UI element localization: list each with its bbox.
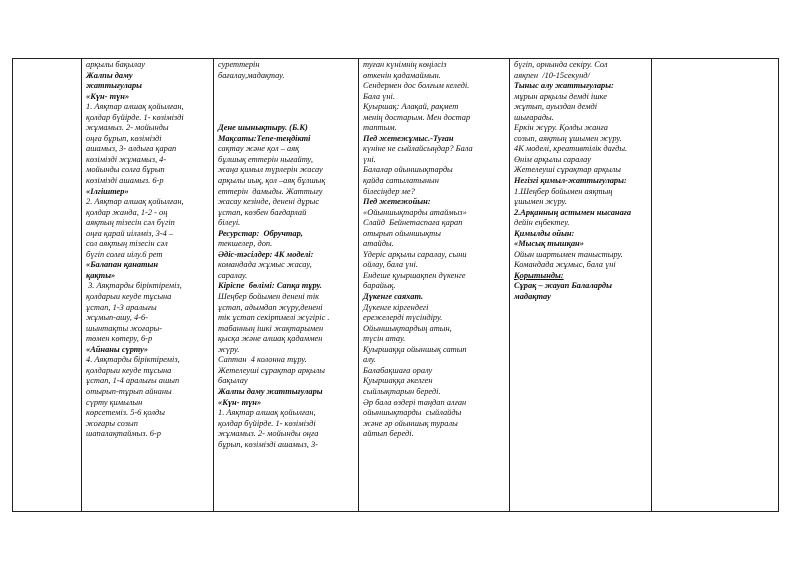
text-line: қысқа және алшақ қадаммен — [218, 334, 323, 344]
text-line: жоғары созып — [86, 418, 138, 428]
text-line: қақты» — [86, 270, 116, 280]
text-line: отырып-тұрып айнаны — [86, 386, 172, 396]
text-line: ойлау, бала үні. — [363, 260, 418, 270]
text-line: Қуыршақ: Алақай, рақмет — [363, 102, 459, 112]
column-0 — [13, 59, 82, 512]
column-4 — [510, 59, 652, 512]
text-line: Ресурстар: Обручтар, — [218, 228, 303, 238]
text-line: Ойын шартымен таныстыру. — [514, 249, 623, 259]
text-line: көрсетеміз. 5-6 қолды — [86, 408, 165, 418]
text-line: Пед жетежойын: — [363, 197, 431, 207]
text-line: Сендермен дос болғым келеді. — [363, 81, 470, 91]
text-line: және әр ойыншық туралы — [363, 418, 458, 428]
text-line: Ендеше қуыршақпен дүкенге — [363, 270, 466, 280]
text-line: Дүкенге кіргендегі — [363, 302, 429, 312]
text-line: Жетелеуші сұрақтар арқылы — [514, 165, 621, 175]
text-line: арқылы бақылау — [86, 60, 145, 69]
text-line: атайды. — [363, 239, 394, 249]
text-line: ойыншықтарды сыйлайды — [363, 408, 462, 418]
text-line: білеуі. — [218, 218, 241, 228]
text-line: бұлшық еттерін нығайту, — [218, 154, 313, 164]
text-line: Пед жетежұмыс.-Туған — [363, 133, 454, 143]
text-line: отырып ойыншықты — [363, 228, 441, 238]
text-line: қолдар бүйірде. 1- көзімізді — [218, 418, 316, 428]
column-1 — [82, 59, 214, 512]
text-line: төмен көтеру, 6-р — [86, 334, 153, 344]
text-line: Қуыршаққа әкелген — [363, 376, 433, 386]
text-line: 2. Аяқтар алшақ қойылған, — [86, 197, 184, 207]
text-line: созып, аяқтың ұшымен жүру. — [514, 133, 622, 143]
text-line: Мақсаты:Тепе-теңдікті — [218, 133, 311, 143]
text-line — [218, 113, 354, 124]
text-line: мойынды солға бұрып — [86, 165, 165, 175]
text-line — [218, 81, 354, 92]
text-line: Қимылды ойын: — [514, 228, 575, 238]
text-line: Негізгі қимыл-жаттығулары: — [514, 176, 627, 186]
text-line: сүрту қимылын — [86, 397, 143, 407]
text-line: бақылау — [218, 376, 248, 386]
lesson-plan-table — [12, 58, 779, 512]
text-line: текшелер, доп. — [218, 239, 273, 249]
text-line: жаңа қимыл түрлерін жасау — [218, 165, 323, 175]
text-line: командада жұмыс жасау, — [218, 260, 312, 270]
text-line: ұстап, адымдап жүру,денені — [218, 302, 323, 312]
text-line: 1.Шеңбер бойымен аяқтың — [514, 186, 613, 196]
text-line: Сұрақ – жауап Балаларды — [514, 281, 612, 291]
text-line: тік ұстап секіртмелі жүгіріс . — [218, 313, 330, 323]
text-line: суреттерін — [218, 60, 260, 69]
text-line: таптым. — [363, 123, 397, 133]
text-line: жұмып-ашу, 4-6- — [86, 313, 148, 323]
text-line: сол аяқтың тізесін сәл — [86, 239, 168, 249]
text-line: Балабақшаға оралу — [363, 365, 433, 375]
text-line: Еркін жүру. Қолды жанға — [514, 123, 608, 133]
text-line: қайда сатылатынын — [363, 176, 439, 186]
text-line: бағалау,мадақтау. — [218, 70, 285, 80]
text-line: оңға қарай иіләміз, 3-4 – — [86, 228, 174, 238]
text-line: сақтау және қол – аяқ — [218, 144, 300, 154]
text-line: Кіріспе бөлімі: Сапқа тұру. — [218, 281, 322, 291]
text-line: Тыныс алу жаттығулары: — [514, 81, 614, 91]
text-line: оңға бұрып, көзімізді — [86, 133, 162, 143]
text-line: 1. Аяқтар алшақ қойылған, — [218, 408, 316, 418]
text-line: Ойыншықтардың атын, — [363, 323, 452, 333]
text-line: дейін еңбектеу. — [514, 218, 570, 228]
text-line: ережелерді түсіндіру. — [363, 313, 443, 323]
text-line: Үдеріс арқылы саралау, сыни — [363, 249, 467, 259]
column-2 — [214, 59, 359, 512]
text-line: Өнім арқылы саралау — [514, 154, 591, 164]
text-line: жасау кезінде, денені дұрыс — [218, 197, 320, 207]
text-line: көзімізді жұмамыз, 4- — [86, 154, 167, 164]
text-line: Жетелеуші сұрақтар арқылы — [218, 365, 325, 375]
text-line: «Күн- түн» — [218, 397, 262, 407]
text-line: Әр бала өздері таңдап алған — [363, 397, 467, 407]
text-line: ұстап, 1-3 аралығы — [86, 302, 157, 312]
text-line: шығарады. — [514, 112, 554, 122]
text-line: Командада жұмыс, бала үні — [514, 260, 616, 270]
text-line: Әдіс-тәсілдер: 4К моделі: — [218, 249, 314, 259]
table-row — [13, 59, 779, 512]
text-line: «Мысық тышқан» — [514, 239, 584, 249]
text-line: мұрын арқылы демді ішке — [514, 91, 607, 101]
text-line: барайық. — [363, 281, 396, 291]
text-line: Қуыршаққа ойыншық сатып — [363, 344, 467, 354]
text-line: Дүкенге саяхат. — [363, 292, 424, 302]
text-line: күніне не сыйлайсыңдар? Бала — [363, 144, 473, 154]
text-line: түсін атау. — [363, 334, 406, 344]
text-line: аяқпен /10-15секунд/ — [514, 70, 590, 80]
text-line — [218, 92, 354, 103]
text-line — [218, 102, 354, 113]
text-line: «Айнаны сүрту» — [86, 344, 149, 354]
text-line: шапалақтаймыз. 6-р — [86, 429, 161, 439]
text-line: Балалар ойыншықтарды — [363, 165, 453, 175]
text-line: 2.Арқанның астымен нысанаға — [514, 207, 632, 217]
text-line: Бала үні. — [363, 91, 395, 101]
text-line: қолдар жанда, 1-2 - оң — [86, 207, 168, 217]
text-line: арқылы иық, қол –аяқ бұлшық — [218, 176, 326, 186]
text-line: «Ойыншықтарды атаймыз» — [363, 207, 467, 217]
text-line: 3. Аяқтарды біріктіреміз, — [86, 281, 182, 291]
text-line: мадақтау — [514, 292, 551, 302]
column-3 — [359, 59, 510, 512]
text-line: үні. — [363, 154, 376, 164]
text-line: қолдарыи кеуде тұсына — [86, 365, 172, 375]
text-line: қолдар бүйірде. 1- көзімізді — [86, 112, 184, 122]
text-line: 4. Аяқтарды біріктіреміз, — [86, 355, 180, 365]
text-line: бүгіп солға иілу.6 рет — [86, 249, 163, 259]
text-line: көзімізді ашамыз. 6-р — [86, 176, 164, 186]
text-line: Қорытынды: — [514, 270, 564, 280]
text-line: жұмамыз. 2- мойынды оңға — [218, 429, 319, 439]
text-line: сыйлықтарын береді. — [363, 386, 441, 396]
text-line: жаттығулары — [86, 81, 142, 91]
text-line: айтып береді. — [363, 429, 414, 439]
text-line: 1. Аяқтар алшақ қойылған, — [86, 102, 184, 112]
text-line: табанның ішкі жақтарымен — [218, 323, 324, 333]
text-line: «Ілгіштер» — [86, 186, 129, 196]
text-line: ұстап, 1-4 аралығы ашып — [86, 376, 180, 386]
text-line: Дене шынықтыру. (Б.К) — [218, 123, 308, 133]
text-line: өткенін қадамаймын. — [363, 70, 441, 80]
column-5 — [652, 59, 779, 512]
text-line: білесіңдер ме? — [363, 186, 415, 196]
text-line: туған күнімнің көңілсіз — [363, 60, 447, 69]
text-line: «Балапан қанатын — [86, 260, 159, 270]
text-line: бүгіп, орнында секіру. Сол — [514, 60, 608, 69]
text-line: жұмамыз. 2- мойынды — [86, 123, 169, 133]
text-line: Жалпы даму жаттығулары — [218, 386, 323, 396]
text-line: бұрып, көзімізді ашамыз, 3- — [218, 439, 318, 449]
text-line: қолдарыи кеуде тұсына — [86, 292, 172, 302]
text-line: алу. — [363, 355, 377, 365]
text-line: менің достарым. Мен достар — [363, 112, 471, 122]
text-line: жүру. — [218, 344, 240, 354]
text-line: жұтып, ауыздан демді — [514, 102, 598, 112]
text-line: «Күн- түн» — [86, 91, 130, 101]
text-line: 4К моделі, креативтілік дағды. — [514, 144, 628, 154]
text-line: Жалпы даму — [86, 70, 133, 80]
text-line: аяқтың тізесін сәл бүгіп — [86, 218, 175, 228]
text-line: ашамыз, 3- алдыға қарап — [86, 144, 177, 154]
text-line: Саптан 4 колонна тұру. — [218, 355, 307, 365]
text-line: шынтақты жоғары- — [86, 323, 163, 333]
text-line: еттерін дамыды. Жаттығу — [218, 186, 323, 196]
text-line: ұстап, көзбен бағдарлай — [218, 207, 307, 217]
text-line: саралау. — [218, 270, 248, 280]
text-line: Шеңбер бойымен денені тік — [218, 292, 320, 302]
text-line: Слайд Бейнетаспаға қарап — [363, 218, 463, 228]
text-line: ұшымен жүру. — [514, 197, 567, 207]
